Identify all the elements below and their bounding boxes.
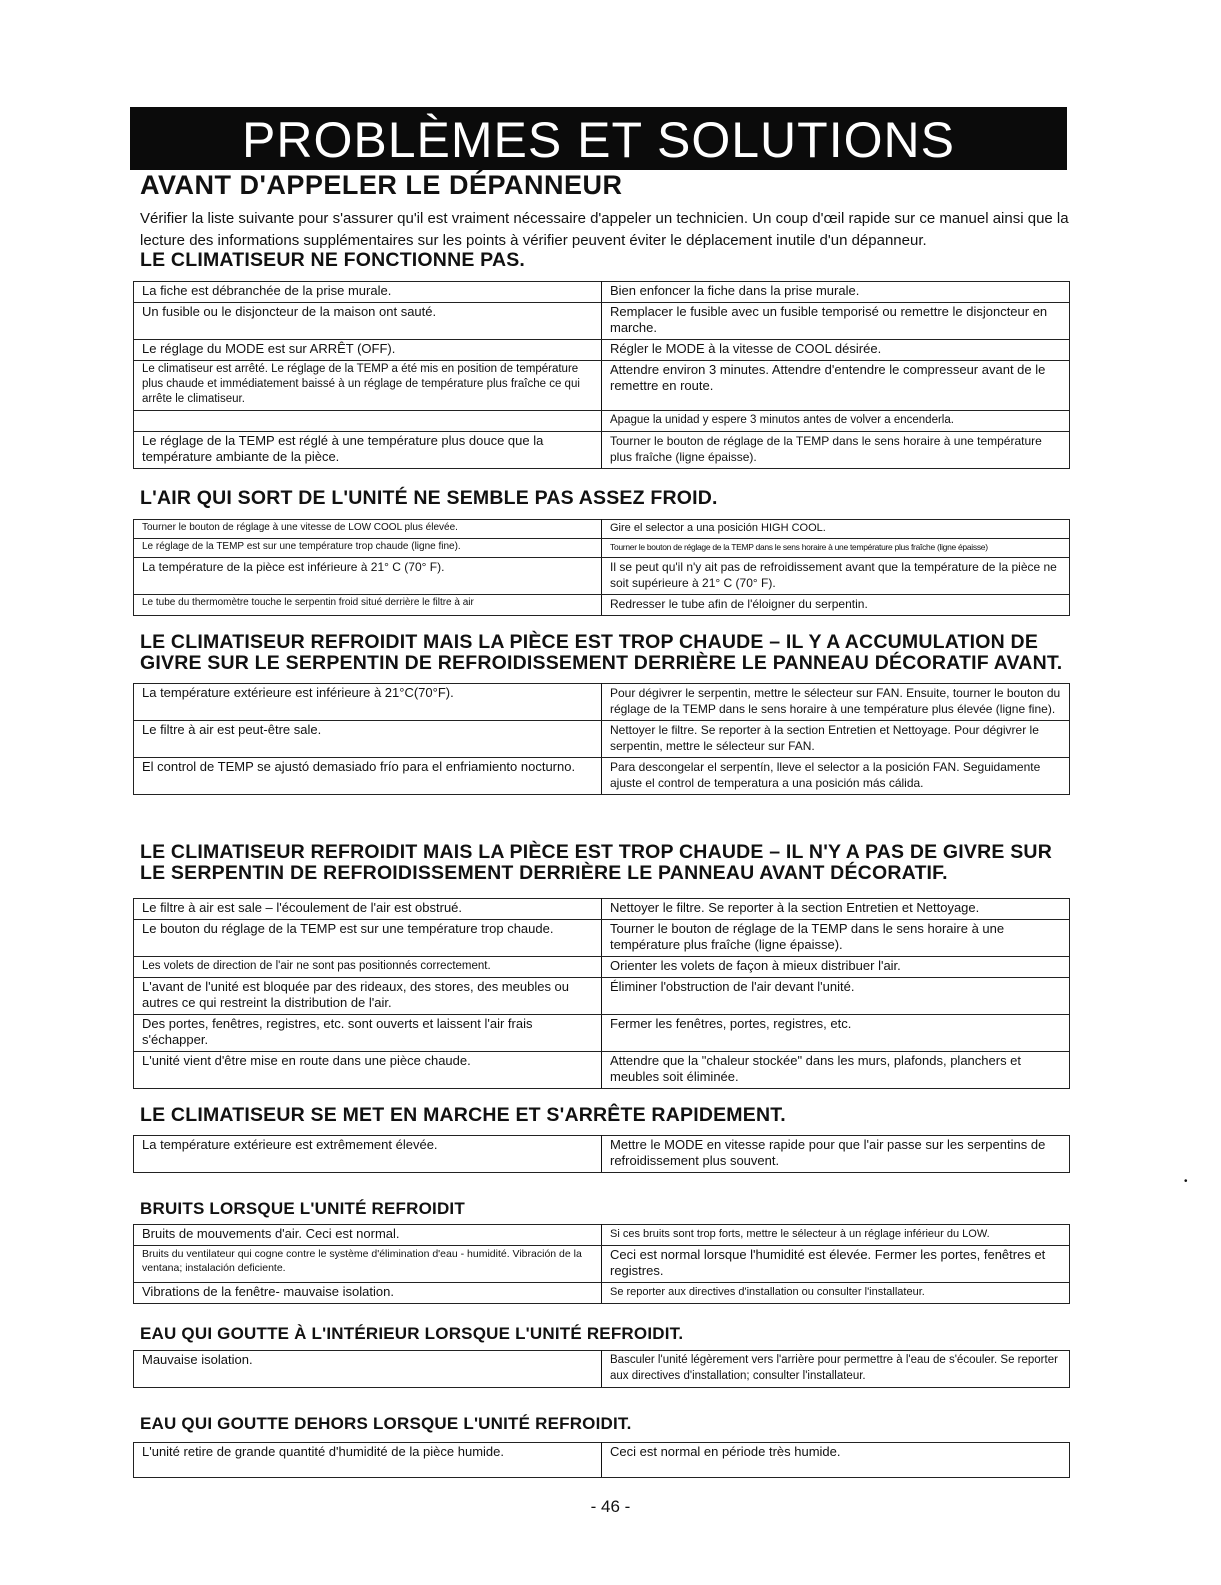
solution-cell: Apague la unidad y espere 3 minutos antes de volver a encenderla. bbox=[602, 411, 1070, 432]
cause-cell: Mauvaise isolation. bbox=[134, 1351, 602, 1388]
solution-cell: Si ces bruits sont trop forts, mettre le sélecteur à un réglage inférieur du LOW. bbox=[602, 1225, 1070, 1246]
solution-cell: Nettoyer le filtre. Se reporter à la section Entretien et Nettoyage. bbox=[602, 899, 1070, 920]
solution-cell: Redresser le tube afin de l'éloigner du serpentin. bbox=[602, 595, 1070, 616]
cause-cell: Le filtre à air est sale – l'écoulement de l'air est obstrué. bbox=[134, 899, 602, 920]
table-row bbox=[134, 1443, 1070, 1478]
solution-cell: Attendre environ 3 minutes. Attendre d'entendre le compresseur avant de le remettre en route. bbox=[602, 361, 1070, 411]
cause-cell: L'unité vient d'être mise en route dans une pièce chaude. bbox=[134, 1052, 602, 1089]
cause-cell bbox=[134, 411, 602, 432]
solution-cell: Ceci est normal en période très humide. bbox=[602, 1443, 1070, 1478]
table-row bbox=[134, 303, 1070, 340]
solution-cell: Mettre le MODE en vitesse rapide pour que l'air passe sur les serpentins de refroidissement plus souvent. bbox=[602, 1136, 1070, 1173]
cause-cell: La température extérieure est extrêmement élevée. bbox=[134, 1136, 602, 1173]
table-row bbox=[134, 361, 1070, 411]
cause-cell: Le climatiseur est arrêté. Le réglage de la TEMP a été mis en position de température plus chaude et immédiatement baissé à un réglage de température plus fraîche ce qui arrête le climatiseur. bbox=[134, 361, 602, 411]
solution-cell: Bien enfoncer la fiche dans la prise murale. bbox=[602, 282, 1070, 303]
solution-cell: Tourner le bouton de réglage de la TEMP dans le sens horaire à une température plus fraîche (ligne épaisse) bbox=[602, 539, 1070, 558]
page-number: - 46 - bbox=[590, 1497, 631, 1516]
solution-cell: Il se peut qu'il n'y ait pas de refroidissement avant que la température de la pièce ne soit supérieure à 21° C (70° F). bbox=[602, 558, 1070, 595]
table-row bbox=[134, 1351, 1070, 1388]
section-title-not-cold: L'AIR QUI SORT DE L'UNITÉ NE SEMBLE PAS ASSEZ FROID. bbox=[140, 487, 718, 509]
main-title: AVANT D'APPELER LE DÉPANNEUR bbox=[140, 170, 623, 200]
table-row bbox=[134, 758, 1070, 795]
troubleshoot-table-no-frost bbox=[133, 898, 1070, 1089]
table-row bbox=[134, 1052, 1070, 1089]
table-row bbox=[134, 1246, 1070, 1283]
section-title-drip-outside: EAU QUI GOUTTE DEHORS LORSQUE L'UNITÉ REFROIDIT. bbox=[140, 1414, 632, 1433]
solution-cell: Orienter les volets de façon à mieux distribuer l'air. bbox=[602, 957, 1070, 978]
table-row bbox=[134, 899, 1070, 920]
cause-cell: Le réglage de la TEMP est sur une température trop chaude (ligne fine). bbox=[134, 539, 602, 558]
table-row bbox=[134, 411, 1070, 432]
cause-cell: La température de la pièce est inférieure à 21° C (70° F). bbox=[134, 558, 602, 595]
cause-cell: Des portes, fenêtres, registres, etc. sont ouverts et laissent l'air frais s'échapper. bbox=[134, 1015, 602, 1052]
cause-cell: Le bouton du réglage de la TEMP est sur une température trop chaude. bbox=[134, 920, 602, 957]
troubleshoot-table-not-cold bbox=[133, 519, 1070, 616]
cause-cell: Bruits du ventilateur qui cogne contre le système d'élimination d'eau - humidité. Vibración de la ventana; instalación deficiente. bbox=[134, 1246, 602, 1283]
table-row bbox=[134, 595, 1070, 616]
solution-cell: Nettoyer le filtre. Se reporter à la section Entretien et Nettoyage. Pour dégivrer le serpentin, mettre le sélecteur sur FAN. bbox=[602, 721, 1070, 758]
table-row bbox=[134, 957, 1070, 978]
section-title-no-operation: LE CLIMATISEUR NE FONCTIONNE PAS. bbox=[140, 249, 526, 271]
table-row bbox=[134, 684, 1070, 721]
solution-cell: Remplacer le fusible avec un fusible temporisé ou remettre le disjoncteur en marche. bbox=[602, 303, 1070, 340]
table-row bbox=[134, 1136, 1070, 1173]
table-row bbox=[134, 282, 1070, 303]
solution-cell: Para descongelar el serpentín, lleve el selector a la posición FAN. Seguidamente ajuste el control de temperatura a una posición más cálida. bbox=[602, 758, 1070, 795]
table-row bbox=[134, 978, 1070, 1015]
solution-cell: Attendre que la "chaleur stockée" dans les murs, plafonds, planchers et meubles soit éliminée. bbox=[602, 1052, 1070, 1089]
troubleshoot-table-drip-outside bbox=[133, 1442, 1070, 1478]
section-title-frost: LE CLIMATISEUR REFROIDIT MAIS LA PIÈCE EST TROP CHAUDE – IL Y A ACCUMULATION DE GIVRE SUR LE SERPENTIN DE REFROIDISSEMENT DERRIÈRE LE PANNEAU DÉCORATIF AVANT. bbox=[140, 631, 1063, 674]
cause-cell: Un fusible ou le disjoncteur de la maison ont sauté. bbox=[134, 303, 602, 340]
cause-cell: Tourner le bouton de réglage à une vitesse de LOW COOL plus élevée. bbox=[134, 520, 602, 539]
section-title-no-frost: LE CLIMATISEUR REFROIDIT MAIS LA PIÈCE EST TROP CHAUDE – IL N'Y A PAS DE GIVRE SUR LE SERPENTIN DE REFROIDISSEMENT DERRIÈRE LE PANNEAU AVANT DÉCORATIF. bbox=[140, 841, 1052, 884]
cause-cell: Le réglage de la TEMP est réglé à une température plus douce que la température ambiante de la pièce. bbox=[134, 432, 602, 469]
solution-cell: Pour dégivrer le serpentin, mettre le sélecteur sur FAN. Ensuite, tourner le bouton du réglage de la TEMP dans le sens horaire à une température plus élevée (ligne fine). bbox=[602, 684, 1070, 721]
table-row bbox=[134, 1283, 1070, 1304]
table-row bbox=[134, 539, 1070, 558]
cause-cell: Le filtre à air est peut-être sale. bbox=[134, 721, 602, 758]
table-row bbox=[134, 558, 1070, 595]
solution-cell: Ceci est normal lorsque l'humidité est élevée. Fermer les portes, fenêtres et registres. bbox=[602, 1246, 1070, 1283]
cause-cell: Le réglage du MODE est sur ARRÊT (OFF). bbox=[134, 340, 602, 361]
solution-cell: Basculer l'unité légèrement vers l'arrière pour permettre à l'eau de s'écouler. Se reporter aux directives d'installation; consulter l'installateur. bbox=[602, 1351, 1070, 1388]
solution-cell: Tourner le bouton de réglage de la TEMP dans le sens horaire à une température plus fraîche (ligne épaisse). bbox=[602, 920, 1070, 957]
section-title-noise: BRUITS LORSQUE L'UNITÉ REFROIDIT bbox=[140, 1199, 465, 1218]
page-banner: PROBLÈMES ET SOLUTIONS bbox=[130, 107, 1067, 170]
troubleshoot-table-noise bbox=[133, 1224, 1070, 1304]
cause-cell: L'avant de l'unité est bloquée par des rideaux, des stores, des meubles ou autres ce qui restreint la distribution de l'air. bbox=[134, 978, 602, 1015]
cause-cell: Le tube du thermomètre touche le serpentin froid situé derrière le filtre à air bbox=[134, 595, 602, 616]
solution-cell: Se reporter aux directives d'installation ou consulter l'installateur. bbox=[602, 1283, 1070, 1304]
section-title-drip-inside: EAU QUI GOUTTE À L'INTÉRIEUR LORSQUE L'UNITÉ REFROIDIT. bbox=[140, 1324, 684, 1343]
solution-cell: Tourner le bouton de réglage de la TEMP dans le sens horaire à une température plus fraîche (ligne épaisse). bbox=[602, 432, 1070, 469]
table-row bbox=[134, 721, 1070, 758]
cause-cell: Vibrations de la fenêtre- mauvaise isolation. bbox=[134, 1283, 602, 1304]
cause-cell: La fiche est débranchée de la prise murale. bbox=[134, 282, 602, 303]
table-row bbox=[134, 432, 1070, 469]
cause-cell: Les volets de direction de l'air ne sont pas positionnés correctement. bbox=[134, 957, 602, 978]
troubleshoot-table-short-cycle bbox=[133, 1135, 1070, 1173]
cause-cell: L'unité retire de grande quantité d'humidité de la pièce humide. bbox=[134, 1443, 602, 1478]
table-row bbox=[134, 1015, 1070, 1052]
intro-paragraph: Vérifier la liste suivante pour s'assurer qu'il est vraiment nécessaire d'appeler un technicien. Un coup d'œil rapide sur ce manuel ainsi que la lecture des informations supplémentaires sur les points à vérifier peuvent éviter le déplacement inutile d'un dépanneur. bbox=[140, 210, 1069, 249]
troubleshoot-table-drip-inside bbox=[133, 1350, 1070, 1388]
cause-cell: Bruits de mouvements d'air. Ceci est normal. bbox=[134, 1225, 602, 1246]
solution-cell: Gire el selector a una posición HIGH COOL. bbox=[602, 520, 1070, 539]
solution-cell: Régler le MODE à la vitesse de COOL désirée. bbox=[602, 340, 1070, 361]
table-row bbox=[134, 920, 1070, 957]
section-title-short-cycle: LE CLIMATISEUR SE MET EN MARCHE ET S'ARRÊTE RAPIDEMENT. bbox=[140, 1104, 786, 1126]
cause-cell: El control de TEMP se ajustó demasiado frío para el enfriamiento nocturno. bbox=[134, 758, 602, 795]
table-row bbox=[134, 340, 1070, 361]
cause-cell: La température extérieure est inférieure à 21°C(70°F). bbox=[134, 684, 602, 721]
table-row bbox=[134, 520, 1070, 539]
speck-mark: • bbox=[1184, 1176, 1188, 1187]
troubleshoot-table-no-operation bbox=[133, 281, 1070, 469]
table-row bbox=[134, 1225, 1070, 1246]
solution-cell: Éliminer l'obstruction de l'air devant l'unité. bbox=[602, 978, 1070, 1015]
solution-cell: Fermer les fenêtres, portes, registres, etc. bbox=[602, 1015, 1070, 1052]
troubleshoot-table-frost bbox=[133, 683, 1070, 795]
